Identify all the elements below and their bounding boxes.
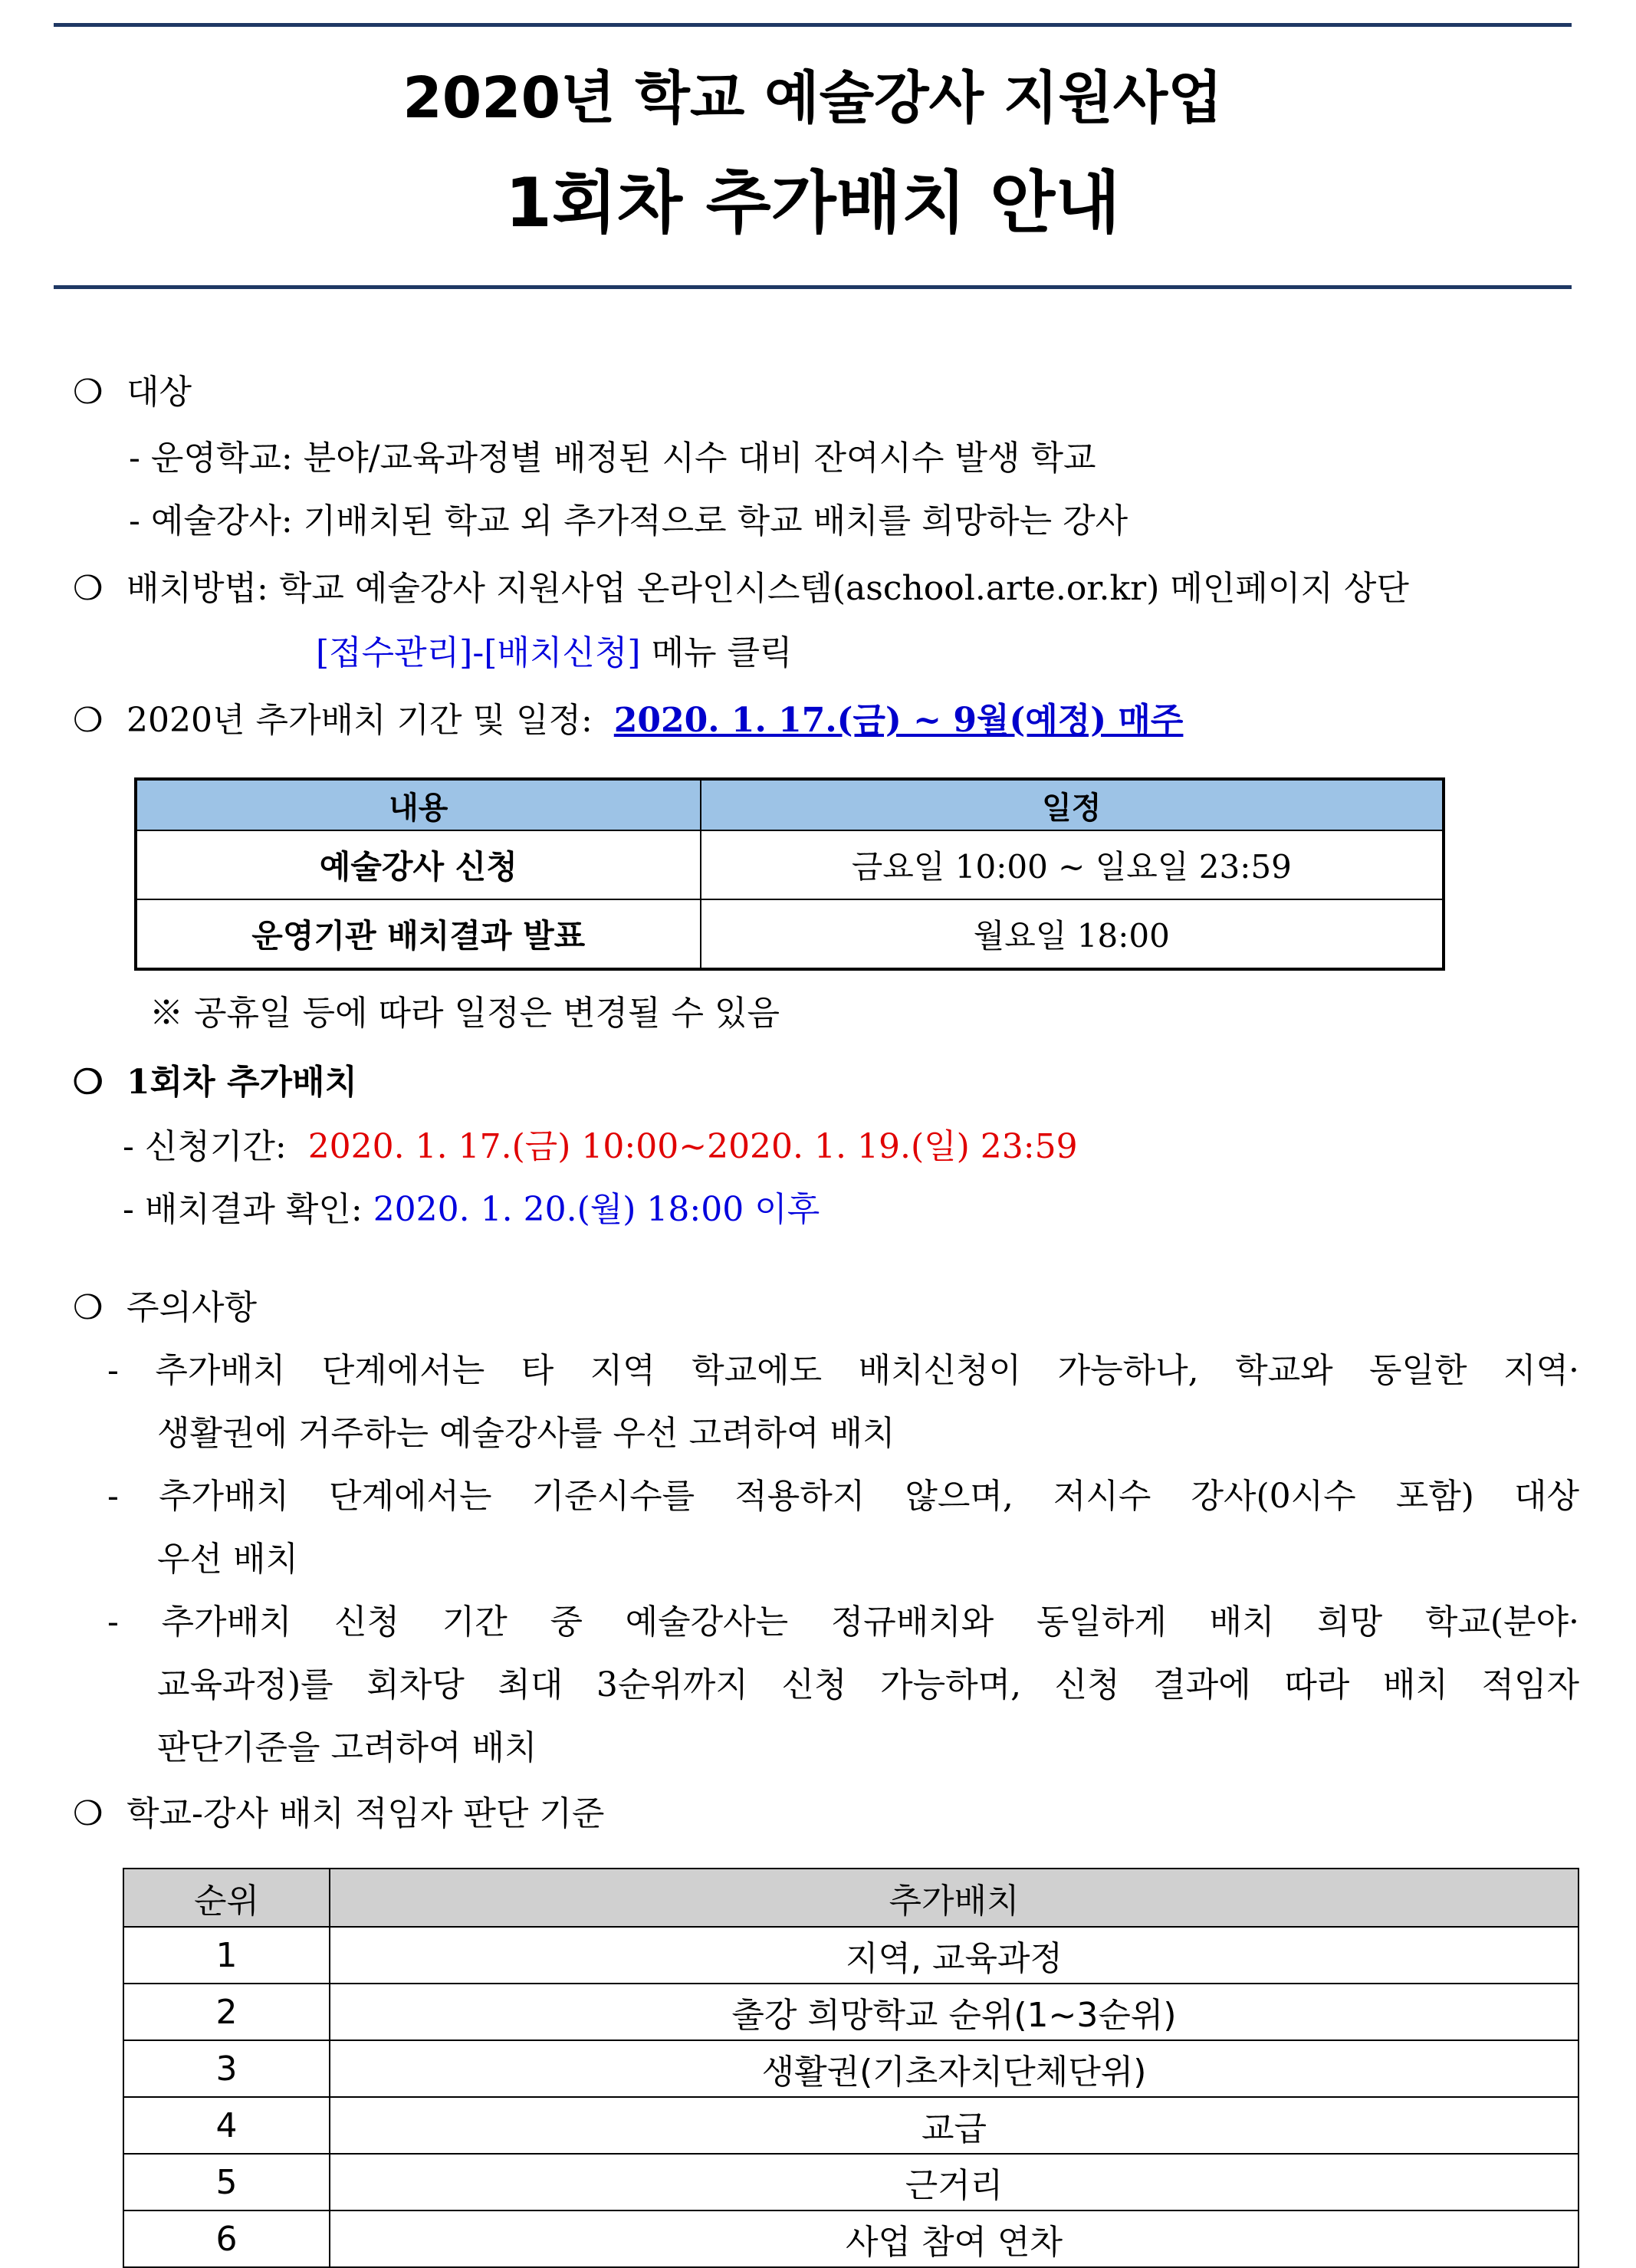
- method-menu-line: [316, 630, 793, 676]
- round1-result: - 배치결과 확인: 2020. 1. 20.(월) 18:00 이후: [123, 1190, 820, 1229]
- table-row: [136, 830, 1444, 899]
- bullet-icon: ❍: [73, 569, 103, 608]
- schedule-label: 2020년 추가배치 기간 및 일정:: [126, 701, 593, 740]
- header-additional: 추가배치: [330, 1869, 1579, 1927]
- table-row: [123, 2154, 1579, 2210]
- method-line: ❍ 배치방법: 학교 예술강사 지원사업 온라인시스템(aschool.arte.or.kr) 메인페이지 상단: [73, 566, 1583, 612]
- caution-1-line2: 생활권에 거주하는 예술강사를 우선 고려하여 배치: [157, 1414, 895, 1453]
- criteria-table: [123, 1868, 1579, 2268]
- table-cell: 예술강사 신청: [136, 830, 701, 899]
- caution-3-line2: 교육과정)를 회차당 최대 3순위까지 신청 가능하며, 신청 결과에 따라 배치 적임자: [157, 1665, 1579, 1704]
- target-item-artist: - 예술강사: 기배치된 학교 외 추가적으로 학교 배치를 희망하는 강사: [129, 501, 1128, 541]
- table-row: [123, 1927, 1579, 1984]
- header-schedule: 일정: [701, 779, 1444, 830]
- schedule-note: ※ 공휴일 등에 따라 일정은 변경될 수 있음: [149, 994, 780, 1033]
- rank-cell: 6: [123, 2210, 330, 2267]
- target-heading: ❍ 대상: [73, 370, 192, 416]
- bullet-icon: ❍: [73, 701, 103, 740]
- cautions-heading: ❍ 주의사항: [73, 1285, 257, 1331]
- rank-cell: 4: [123, 2097, 330, 2154]
- criteria-heading: ❍ 학교-강사 배치 적임자 판단 기준: [73, 1791, 604, 1837]
- target-item-school: - 운영학교: 분야/교육과정별 배정된 시수 대비 잔여시수 발생 학교: [129, 439, 1096, 478]
- header-rank: 순위: [123, 1869, 330, 1927]
- criterion-cell: 사업 참여 연차: [330, 2210, 1579, 2267]
- menu-suffix: 메뉴 클릭: [651, 633, 793, 672]
- caution-2-line2: 우선 배치: [157, 1540, 299, 1579]
- rank-cell: 2: [123, 1984, 330, 2040]
- caution-3-line3: 판단기준을 고려하여 배치: [157, 1728, 537, 1767]
- schedule-table: [134, 777, 1445, 971]
- schedule-line: [73, 698, 1183, 744]
- table-cell: 월요일 18:00: [701, 899, 1444, 969]
- top-rule: [54, 23, 1572, 27]
- menu-link[interactable]: [접수관리]-[배치신청]: [316, 633, 641, 672]
- criterion-cell: 지역, 교육과정: [330, 1927, 1579, 1984]
- bullet-icon: ❍: [73, 1063, 103, 1102]
- rank-cell: 3: [123, 2040, 330, 2097]
- caution-1-line1: - 추가배치 단계에서는 타 지역 학교에도 배치신청이 가능하나, 학교와 동일한 지역·: [107, 1351, 1579, 1390]
- round1-apply: - 신청기간: 2020. 1. 17.(금) 10:00~2020. 1. 19.(일) 23:59: [123, 1127, 1078, 1166]
- table-cell: 금요일 10:00 ~ 일요일 23:59: [701, 830, 1444, 899]
- header-content: 내용: [136, 779, 701, 830]
- table-header-row: [123, 1869, 1579, 1927]
- rank-cell: 1: [123, 1927, 330, 1984]
- schedule-period: 2020. 1. 17.(금) ~ 9월(예정) 매주: [613, 701, 1184, 740]
- table-cell: 운영기관 배치결과 발표: [136, 899, 701, 969]
- caution-2-line1: - 추가배치 단계에서는 기준시수를 적용하지 않으며, 저시수 강사(0시수 포함) 대상: [107, 1477, 1579, 1516]
- rank-cell: 5: [123, 2154, 330, 2210]
- bullet-icon: ❍: [73, 1288, 103, 1327]
- bullet-icon: ❍: [73, 373, 103, 412]
- criterion-cell: 출강 희망학교 순위(1~3순위): [330, 1984, 1579, 2040]
- table-row: [123, 2097, 1579, 2154]
- bottom-rule: [54, 285, 1572, 289]
- table-row: [123, 2040, 1579, 2097]
- round1-heading: ❍ 1회차 추가배치: [73, 1060, 357, 1106]
- table-row: [136, 899, 1444, 969]
- bullet-icon: ❍: [73, 1794, 103, 1833]
- table-header-row: [136, 779, 1444, 830]
- criterion-cell: 교급: [330, 2097, 1579, 2154]
- table-row: [123, 1984, 1579, 2040]
- page-title-line2: 1회차 추가배치 안내: [504, 163, 1121, 242]
- criterion-cell: 근거리: [330, 2154, 1579, 2210]
- criterion-cell: 생활권(기초자치단체단위): [330, 2040, 1579, 2097]
- table-row: [123, 2210, 1579, 2267]
- page-title-line1: 2020년 학교 예술강사 지원사업: [402, 65, 1223, 131]
- apply-period: 2020. 1. 17.(금) 10:00~2020. 1. 19.(일) 23:59: [307, 1127, 1078, 1166]
- result-date: 2020. 1. 20.(월) 18:00 이후: [373, 1190, 820, 1229]
- caution-3-line1: - 추가배치 신청 기간 중 예술강사는 정규배치와 동일하게 배치 희망 학교(분야·: [107, 1602, 1579, 1642]
